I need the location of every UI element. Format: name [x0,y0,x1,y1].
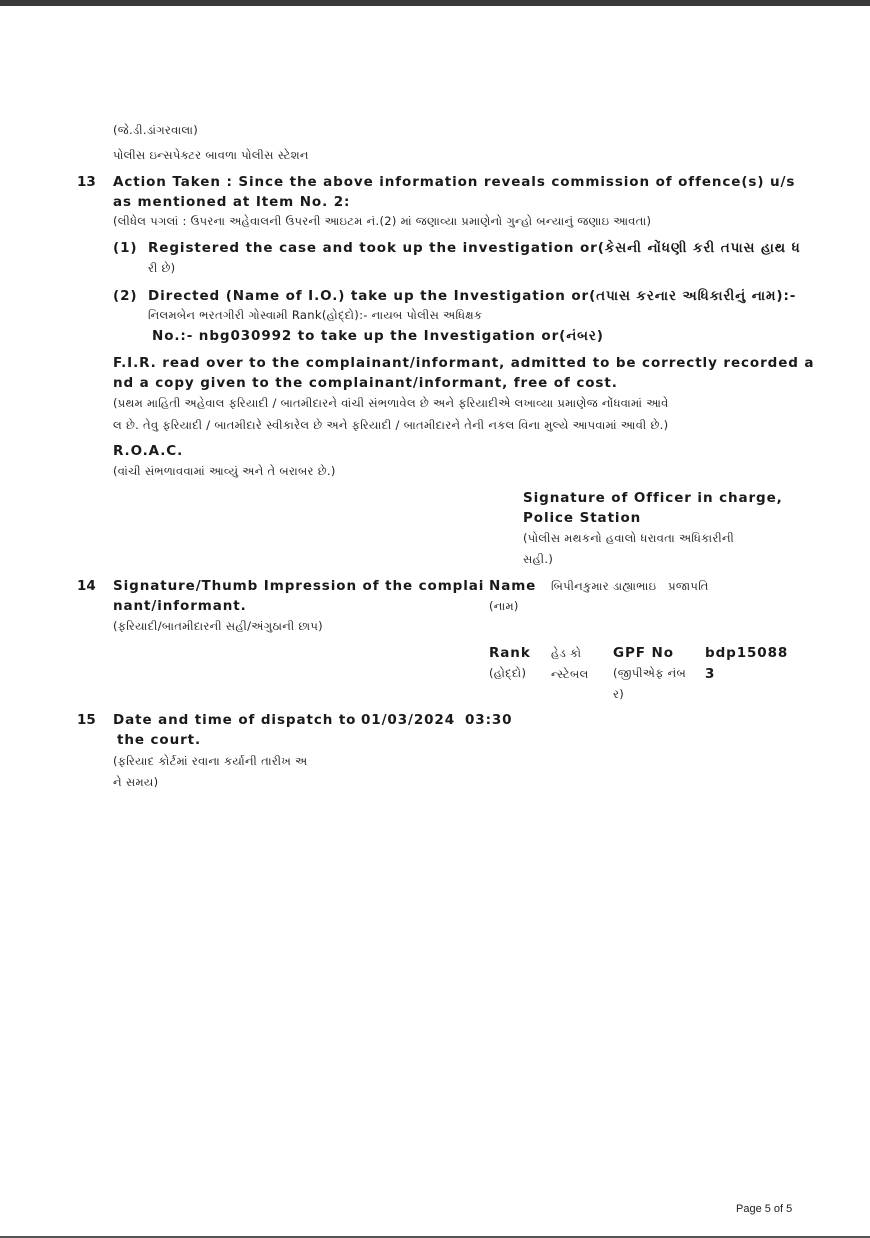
gpf-label: GPF No [613,645,674,661]
rank-value-line1: હેડ કો [551,646,582,660]
name-label-gu: (નામ) [489,599,519,613]
dispatch-gu1: (ફરિયાદ કોર્ટમાં રવાના કર્યાની તારીખ અ [113,754,308,768]
dispatch-gu2: ને સમય) [113,775,159,789]
top-border [0,0,870,6]
rank-label: Rank [489,645,531,661]
officer-designation: પોલીસ ઇન્સપેક્ટર બાવળા પોલીસ સ્ટેશન [113,148,309,162]
fir-line2: nd a copy given to the complainant/informant, free of cost. [113,375,618,391]
gpf-value-line2: 3 [705,666,716,682]
gpf-value-line1: bdp15088 [705,645,789,661]
sub2-marker: (2) [113,288,138,304]
complainant-name: બિપીનકુમાર ડાહ્યાભાઇ પ્રજાપતિ [551,579,709,593]
gpf-label-gu1: (જીપીએફ નંબ [613,666,687,680]
officer-signature-label2: Police Station [523,510,642,526]
sub2-line3: No.:- nbg030992 to take up the Investigation or(નંબર) [152,328,604,344]
sub1-line2: રી છે) [148,261,176,275]
fir-gu1: (પ્રથમ માહિતી અહેવાલ ફરિયાદી / બાતમીદારને વાંચી સંભળાવેલ છે અને ફરિયાદીએ લખાવ્યા પ્રમાણેજ નોંધવામાં આવે [113,396,669,410]
action-taken-line2: as mentioned at Item No. 2: [113,194,351,210]
item-14-number: 14 [77,578,96,594]
sub1-marker: (1) [113,240,138,256]
roac: R.O.A.C. [113,443,184,459]
officer-signature-gu1: (પોલીસ મથકનો હવાલો ધરાવતા અધિકારીની [523,531,735,545]
item-13-number: 13 [77,174,96,190]
sub2-line1: Directed (Name of I.O.) take up the Investigation or(તપાસ કરનાર અધિકારીનું નામ):- [148,288,797,304]
name-label: Name [489,578,537,594]
sub2-line2: નિલમબેન ભરતગીરી ગોસ્વામી Rank(હોદ્દો):- નાયબ પોલીસ અધિક્ષક [148,308,483,322]
complainant-signature-gu: (ફરિયાદી/બાતમીદારની સહી/અંગુઠાની છાપ) [113,619,323,633]
dispatch-date: 01/03/2024 [361,712,456,728]
complainant-signature-line1: Signature/Thumb Impression of the complai [113,578,485,594]
roac-gu: (વાંચી સંભળાવવામાં આવ્યું અને તે બરાબર છે.) [113,464,336,478]
officer-name: (જે.ડી.ડાંગરવાલા) [113,123,199,137]
dispatch-label-line2: the court. [117,732,202,748]
dispatch-time: 03:30 [465,712,513,728]
officer-signature-gu2: સહી.) [523,552,554,566]
action-taken-line1: Action Taken : Since the above information reveals commission of offence(s) u/s [113,174,796,190]
sub1-line1: Registered the case and took up the investigation or(કેસની નોંધણી કરી તપાસ હાથ ધ [148,240,801,256]
gpf-label-gu2: ર) [613,687,625,701]
officer-signature-label1: Signature of Officer in charge, [523,490,783,506]
fir-line1: F.I.R. read over to the complainant/informant, admitted to be correctly recorded a [113,355,815,371]
complainant-signature-line2: nant/informant. [113,598,247,614]
rank-value-line2: ન્સ્ટેબલ [551,667,589,681]
dispatch-label-line1: Date and time of dispatch to [113,712,357,728]
action-taken-gu: (લીધેલ પગલાં : ઉપરના અહેવાલની ઉપરની આઇટમ નં.(2) માં જણાવ્યા પ્રમાણેનો ગુન્હો બન્યાનું જણાઇ આવતા) [113,214,652,228]
item-15-number: 15 [77,712,96,728]
rank-label-gu: (હોદ્દો) [489,666,527,680]
page-number: Page 5 of 5 [736,1203,793,1215]
fir-gu2: લ છે. તેવુ ફરિયાદી / બાતમીદારે સ્વીકારેલ છે અને ફરિયાદી / બાતમીદારને તેની નકલ વિના મુલ્યે આપવામાં આવી છે.) [113,418,669,432]
